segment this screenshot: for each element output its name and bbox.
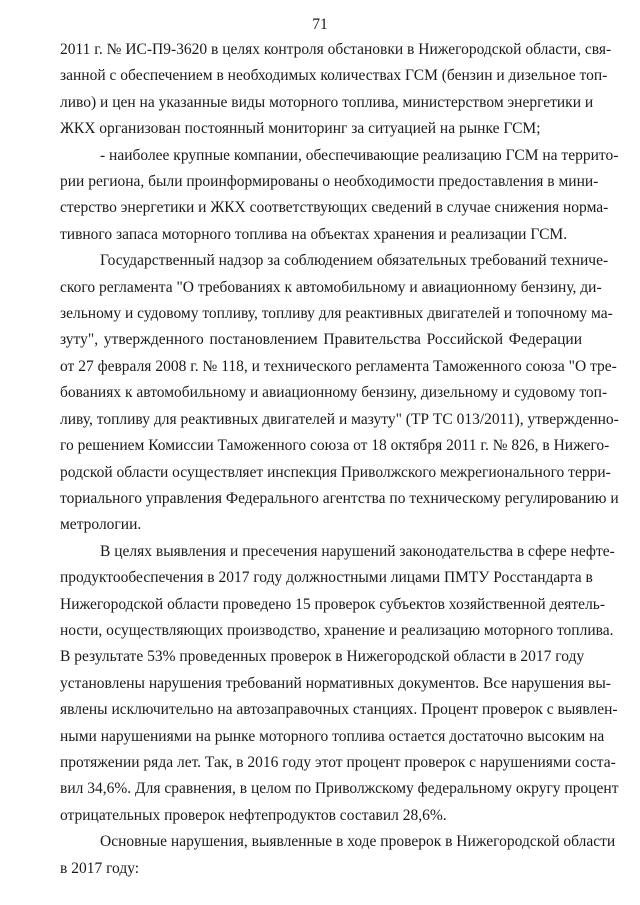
text-line: бованиях к автомобильному и авиационному бензину, дизельному и судовому топ-: [60, 384, 608, 402]
text-line: занной с обеспечением в необходимых количествах ГСМ (бензин и дизельное топ-: [60, 67, 608, 85]
text-line: метрологии.: [60, 516, 142, 534]
paragraph-companies-informed: [60, 143, 619, 249]
text-line: - наиболее крупные компании, обеспечивающие реализацию ГСМ на террито-: [100, 146, 619, 164]
text-line: зельному и судовому топливу, топливу для реактивных двигателей и топочному ма-: [60, 305, 613, 323]
text-line: рии региона, были проинформированы о необходимости предоставления в мини-: [60, 173, 599, 191]
page-number: 71: [312, 16, 328, 33]
text-line: стерство энергетики и ЖКХ соответствующих сведений в случае снижения норма-: [60, 199, 609, 217]
text-line: ЖКХ организован постоянный мониторинг за ситуацией на рынке ГСМ;: [60, 120, 541, 138]
text-line: от 27 февраля 2008 г. № 118, и технического регламента Таможенного союза "О тре-: [60, 357, 617, 375]
text-line: продуктообеспечения в 2017 году должностными лицами ПМТУ Росстандарта в: [60, 569, 593, 587]
text-line: ными нарушениями на рынке моторного топлива остается достаточно высоким на: [60, 727, 605, 745]
text-line: отрицательных проверок нефтепродуктов составил 28,6%.: [60, 806, 447, 824]
text-line: явлены исключительно на автозаправочных станциях. Процент проверок с выявлен-: [60, 701, 618, 719]
text-line: родской области осуществляет инспекция Приволжского межрегионального терри-: [60, 463, 611, 481]
text-line: вил 34,6%. Для сравнения, в целом по Приволжскому федеральному округу процент: [60, 780, 619, 798]
paragraph-state-supervision: [60, 248, 619, 538]
text-line: ливу, топливу для реактивных двигателей и мазуту" (ТР ТС 013/2011), утвержденно-: [60, 410, 619, 428]
text-line: установлены нарушения требований нормативных документов. Все нарушения вы-: [60, 674, 611, 692]
paragraph-monitoring: [60, 37, 612, 143]
text-line: В целях выявления и пресечения нарушений законодательства в сфере нефте-: [100, 542, 615, 560]
text-line: В результате 53% проведенных проверок в Нижегородской области в 2017 году: [60, 648, 585, 666]
text-line: Государственный надзор за соблюдением обязательных требований техниче-: [100, 252, 609, 270]
text-line: тивного запаса моторного топлива на объектах хранения и реализации ГСМ.: [60, 225, 568, 243]
body-text: [60, 37, 619, 882]
paragraph-inspections-2017: [60, 539, 619, 829]
text-line: ности, осуществляющих производство, хранение и реализацию моторного топлива.: [60, 621, 614, 639]
text-line: в 2017 году:: [60, 859, 140, 877]
text-line: протяжении ряда лет. Так, в 2016 году этот процент проверок с нарушениями соста-: [60, 753, 616, 771]
text-line: 2011 г. № ИС-П9-3620 в целях контроля обстановки в Нижегородской области, свя-: [60, 41, 612, 58]
text-line: Нижегородской области проведено 15 проверок субъектов хозяйственной деятель-: [60, 595, 606, 613]
text-line: ториального управления Федерального агентства по техническому регулированию и: [60, 489, 619, 507]
text-line: го решением Комиссии Таможенного союза от 18 октября 2011 г. № 826, в Нижего-: [60, 437, 610, 455]
text-line: Основные нарушения, выявленные в ходе проверок в Нижегородской области: [100, 833, 616, 851]
text-line: ского регламента "О требованиях к автомобильному и авиационному бензину, ди-: [60, 278, 602, 296]
paragraph-main-violations: [60, 829, 616, 882]
text-line: зуту", утвержденного постановлением Правительства Российской Федерации: [60, 331, 582, 349]
text-line: ливо) и цен на указанные виды моторного топлива, министерством энергетики и: [60, 93, 594, 111]
